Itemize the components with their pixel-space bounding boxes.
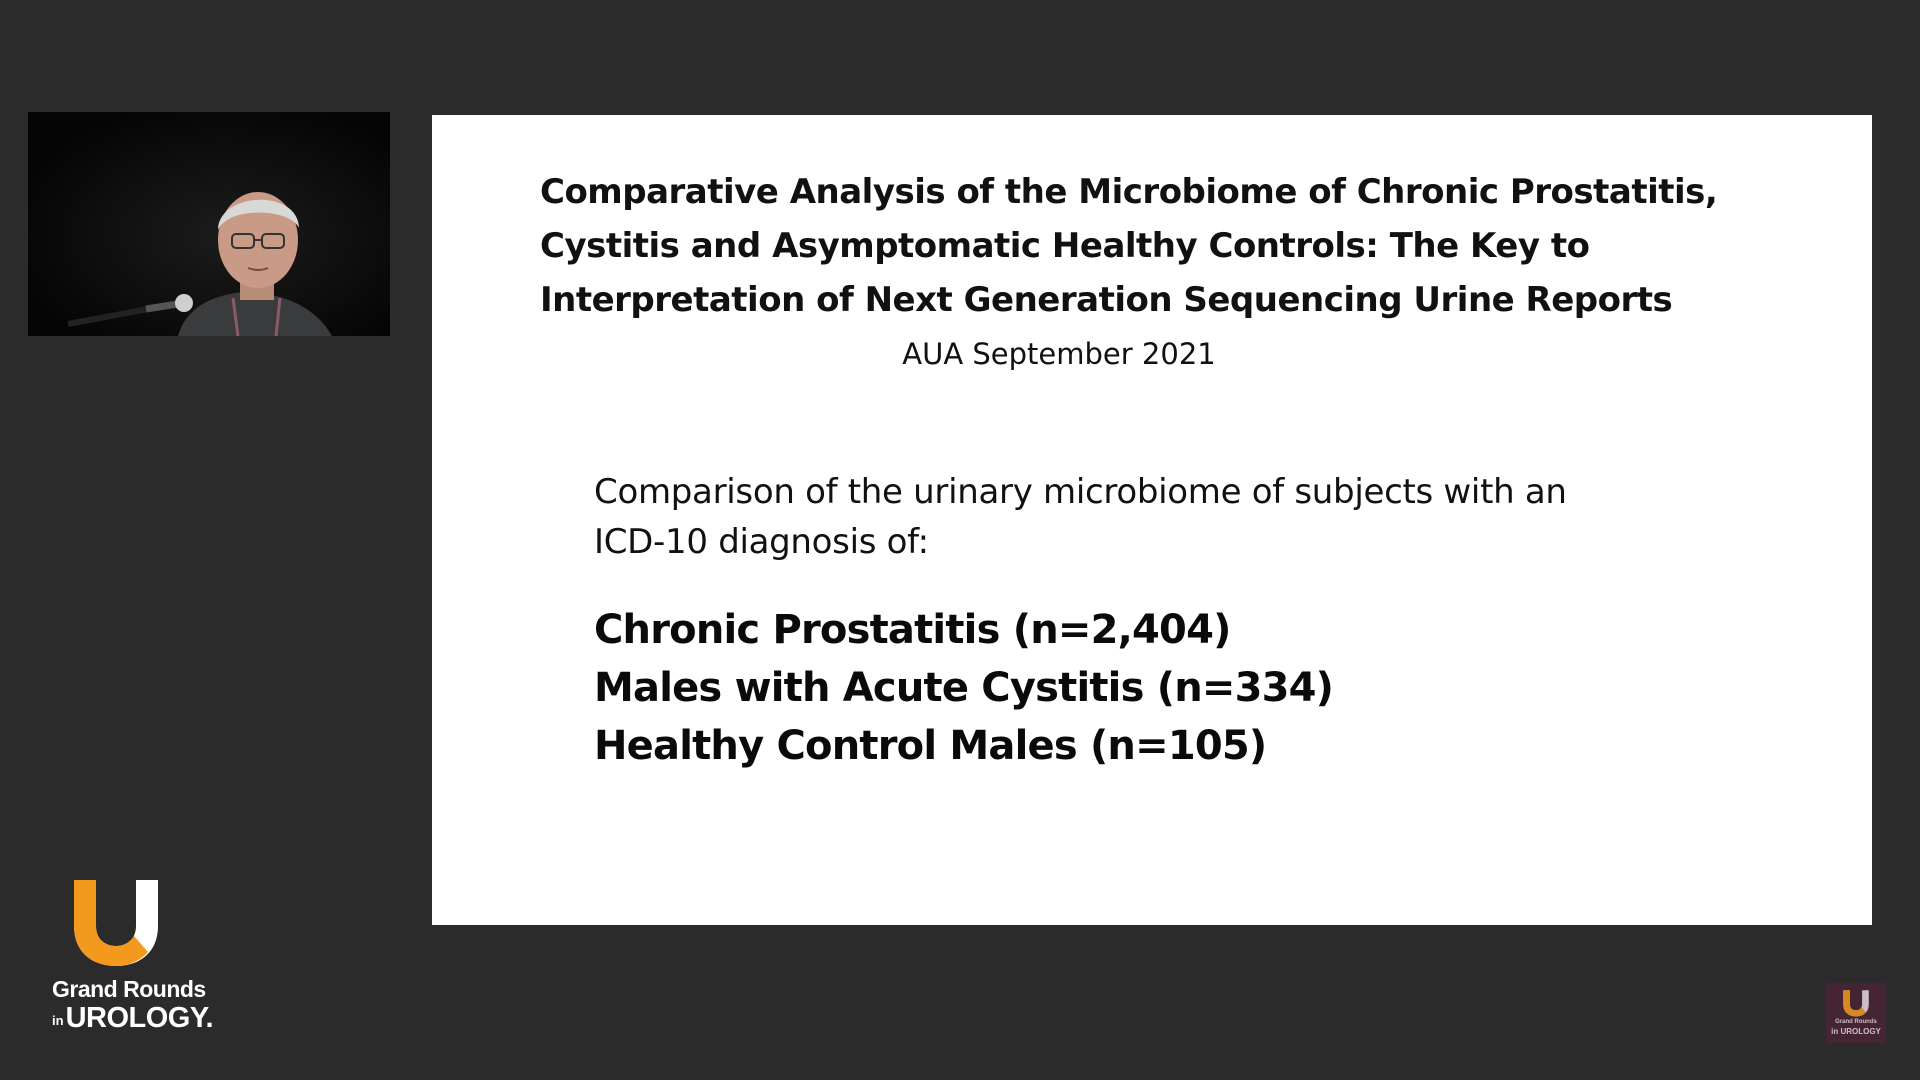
watermark-line1: Grand Rounds [1835, 1019, 1877, 1025]
brand-urology: UROLOGY. [65, 1002, 214, 1034]
presentation-slide [432, 115, 1872, 925]
brand-title: Grand Rounds [52, 976, 206, 1002]
presenter-video-icon [28, 112, 390, 336]
slide-subtitle: AUA September 2021 [902, 337, 1216, 371]
watermark-u-icon [1842, 989, 1870, 1017]
brand-in: in [52, 1013, 64, 1028]
slide-title-line: Interpretation of Next Generation Sequencing Urine Reports [540, 280, 1673, 320]
slide-title [540, 165, 1760, 327]
grand-rounds-logo [40, 868, 214, 1038]
presenter-video [28, 112, 390, 336]
brand-subtitle [52, 1002, 213, 1035]
diagnosis-group-list [594, 601, 1694, 775]
diagnosis-group: Chronic Prostatitis (n=2,404) [594, 607, 1231, 653]
u-logo-icon [70, 876, 162, 968]
channel-watermark [1826, 983, 1886, 1043]
slide-body-text [594, 467, 1694, 567]
slide-body-line: ICD-10 diagnosis of: [594, 522, 929, 562]
slide-title-line: Comparative Analysis of the Microbiome of Chronic Prostatitis, [540, 172, 1718, 212]
watermark-line2: in UROLOGY [1831, 1027, 1881, 1036]
diagnosis-group: Males with Acute Cystitis (n=334) [594, 665, 1334, 711]
slide-body-line: Comparison of the urinary microbiome of subjects with an [594, 472, 1567, 512]
slide-title-line: Cystitis and Asymptomatic Healthy Controls: The Key to [540, 226, 1590, 266]
diagnosis-group: Healthy Control Males (n=105) [594, 723, 1267, 769]
